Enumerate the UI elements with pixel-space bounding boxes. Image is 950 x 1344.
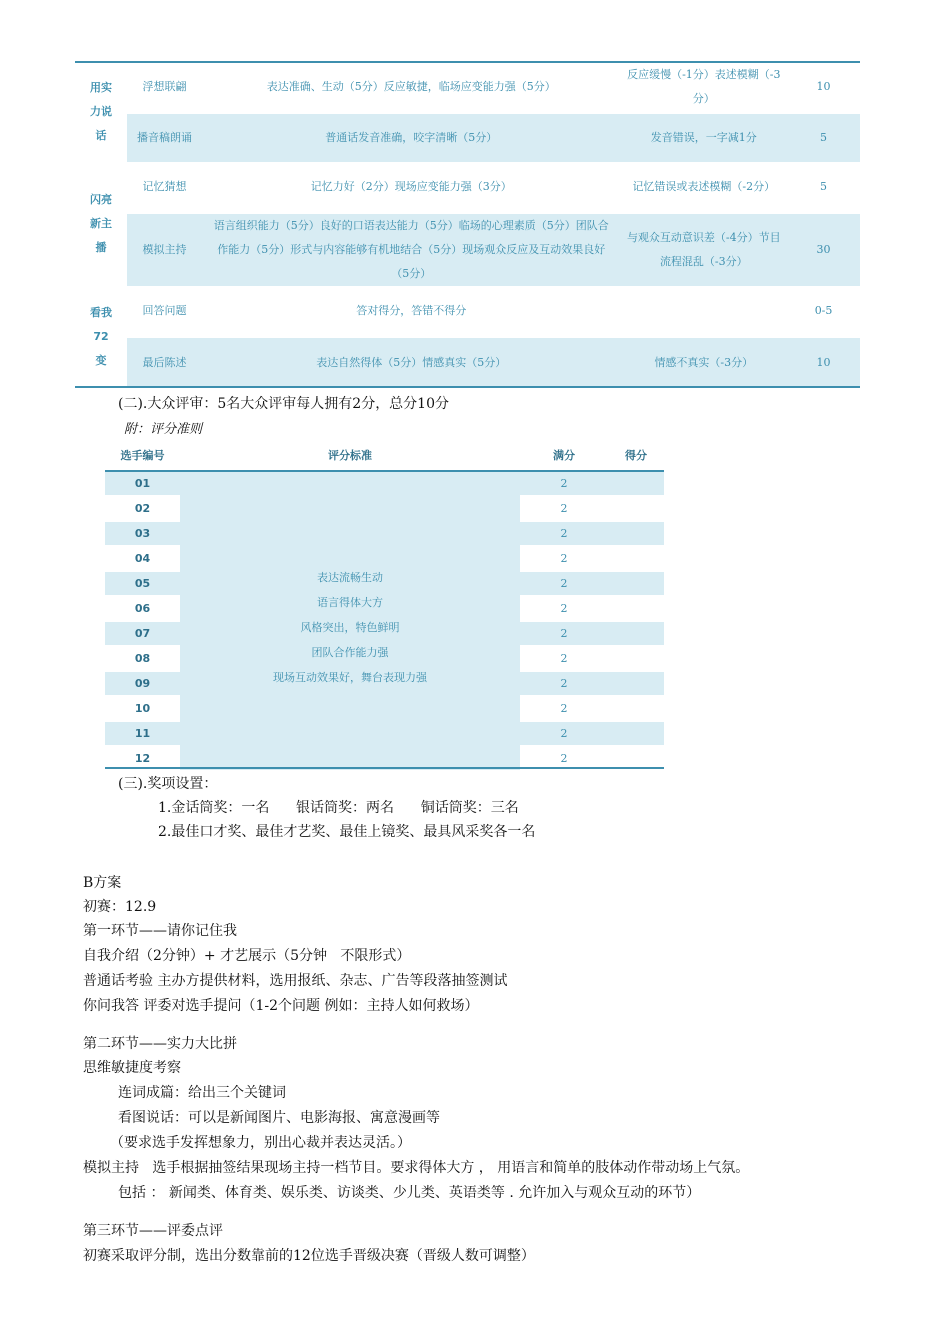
full-score: 2: [520, 546, 608, 571]
item-deduction: 记忆错误或表述模糊（-2分）: [632, 180, 776, 193]
public-review-heading: (二).大众评审：5名大众评审每人拥有2分，总分10分: [118, 396, 450, 412]
public-scoring-table: [105, 438, 664, 770]
table-row: [75, 113, 860, 162]
plan-line: 看图说话：可以是新闻图片、电影海报、寓意漫画等: [118, 1110, 440, 1126]
plan-line: 自我介绍（2分钟）+ 才艺展示（5分钟 不限形式）: [83, 948, 411, 964]
plan-line: 普通话考验 主办方提供材料，选用报纸、杂志、广告等段落抽签测试: [83, 973, 508, 989]
item-deduction: 发音错误，一字减1分: [621, 113, 788, 162]
item-points: 10: [816, 80, 831, 93]
item-deduction: 与观众互动意识差（-4分）节目流程混乱（-3分）: [621, 213, 788, 286]
score-cell: [608, 496, 664, 521]
item-points: 5: [820, 180, 828, 193]
contestant-number: 05: [105, 571, 180, 596]
awards-line: 2.最佳口才奖、最佳才艺奖、最佳上镜奖、最具风采奖各一名: [158, 824, 536, 840]
awards-line: 1.金话筒奖：一名 银话筒奖：两名 铜话筒奖：三名: [158, 800, 519, 816]
plan-line: 你问我答 评委对选手提问（1-2个问题 例如：主持人如何救场）: [83, 998, 479, 1014]
header-criteria: 评分标准: [180, 439, 520, 471]
contestant-number: 09: [105, 671, 180, 696]
criteria-line: 现场互动效果好，舞台表现力强: [273, 670, 427, 684]
score-cell: [608, 696, 664, 721]
contestant-number: 03: [105, 521, 180, 546]
criteria-line: 表达流畅生动: [317, 570, 383, 584]
plan-line: 第二环节——实力大比拼: [83, 1036, 237, 1052]
contestant-number: 11: [105, 721, 180, 746]
plan-line: 连词成篇：给出三个关键词: [118, 1085, 286, 1101]
item-deduction: [621, 286, 788, 337]
full-score: 2: [520, 571, 608, 596]
full-score: 2: [520, 521, 608, 546]
full-score: 2: [520, 496, 608, 521]
score-cell: [608, 471, 664, 496]
contestant-number: 01: [105, 471, 180, 496]
item-points: 5: [787, 113, 860, 162]
contestant-number: 07: [105, 621, 180, 646]
item-criteria: 语言组织能力（5分）良好的口语表达能力（5分）临场的心理素质（5分）团队合作能力（5分）形式与内容能够有机地结合（5分）现场观众反应及互动效果良好（5分）: [202, 213, 621, 286]
table1-bottom-rule: [75, 386, 860, 388]
item-name: 记忆猜想: [142, 180, 187, 193]
section-label: 看我72变: [90, 306, 113, 367]
score-cell: [608, 721, 664, 746]
plan-line: 第一环节——请你记住我: [83, 923, 237, 939]
contestant-number: 04: [105, 546, 180, 571]
scoring-note: 附：评分准则: [124, 422, 203, 437]
score-cell: [608, 671, 664, 696]
full-score: 2: [520, 646, 608, 671]
criteria-line: 语言得体大方: [317, 595, 383, 609]
plan-line: 思维敏捷度考察: [83, 1060, 181, 1076]
contestant-number: 06: [105, 596, 180, 621]
item-criteria: 答对得分，答错不得分: [356, 304, 467, 317]
item-criteria: 普通话发音准确，咬字清晰（5分）: [202, 113, 621, 162]
full-score: 2: [520, 746, 608, 770]
table-row: [75, 62, 860, 113]
criteria-line: 团队合作能力强: [311, 645, 389, 659]
item-name: 浮想联翩: [142, 80, 187, 93]
full-score: 2: [520, 696, 608, 721]
table-header-row: [105, 439, 664, 471]
plan-line: 初赛采取评分制，选出分数靠前的12位选手晋级决赛（晋级人数可调整）: [83, 1248, 535, 1264]
table-row: [75, 162, 860, 213]
contestant-number: 12: [105, 746, 180, 770]
score-cell: [608, 546, 664, 571]
full-score: 2: [520, 671, 608, 696]
plan-title: B方案: [83, 875, 122, 891]
scoring-table: [75, 62, 860, 388]
table-row: [75, 337, 860, 388]
full-score: 2: [520, 471, 608, 496]
table-row: [75, 286, 860, 337]
item-deduction: 情感不真实（-3分）: [621, 337, 788, 388]
contestant-number: 10: [105, 696, 180, 721]
item-criteria: 表达自然得体（5分）情感真实（5分）: [202, 337, 621, 388]
section-label: 用实力说话: [90, 81, 113, 142]
score-cell: [608, 621, 664, 646]
item-criteria: 表达准确、生动（5分）反应敏捷，临场应变能力强（5分）: [266, 80, 556, 93]
table-row: [75, 213, 860, 286]
plan-line: 第三环节——评委点评: [83, 1223, 223, 1239]
header-full: 满分: [520, 439, 608, 471]
item-name: 回答问题: [142, 304, 187, 317]
item-name: 最后陈述: [127, 337, 202, 388]
plan-line: （要求选手发挥想象力，别出心裁并表达灵活。）: [110, 1135, 411, 1151]
item-points: 30: [787, 213, 860, 286]
full-score: 2: [520, 596, 608, 621]
score-cell: [608, 596, 664, 621]
contestant-number: 08: [105, 646, 180, 671]
full-score: 2: [520, 621, 608, 646]
score-cell: [608, 571, 664, 596]
score-cell: [608, 521, 664, 546]
item-deduction: 反应缓慢（-1分）表述模糊（-3分）: [627, 68, 781, 105]
item-criteria: 记忆力好（2分）现场应变能力强（3分）: [310, 180, 512, 193]
header-score: 得分: [608, 439, 664, 471]
item-name: 模拟主持: [127, 213, 202, 286]
header-number: 选手编号: [105, 439, 180, 471]
plan-line: 包括 ： 新闻类、体育类、娱乐类、访谈类、少儿类、英语类等 . 允许加入与观众互动的环节）: [118, 1185, 701, 1201]
score-cell: [608, 646, 664, 671]
item-points: 10: [787, 337, 860, 388]
criteria-cell: [180, 471, 520, 770]
plan-line: 初赛：12.9: [83, 899, 157, 915]
criteria-line: 风格突出，特色鲜明: [300, 620, 400, 634]
item-points: 0-5: [814, 304, 833, 317]
awards-heading: (三).奖项设置：: [118, 776, 218, 792]
table2-bottom-rule: [105, 767, 664, 769]
section-label: 闪亮新主播: [90, 193, 113, 254]
contestant-number: 02: [105, 496, 180, 521]
table-row: [105, 471, 664, 496]
plan-line: 模拟主持 选手根据抽签结果现场主持一档节目。要求得体大方 ， 用语言和简单的肢体动作带动场上气氛。: [83, 1160, 750, 1176]
item-name: 播音稿朗诵: [127, 113, 202, 162]
full-score: 2: [520, 721, 608, 746]
